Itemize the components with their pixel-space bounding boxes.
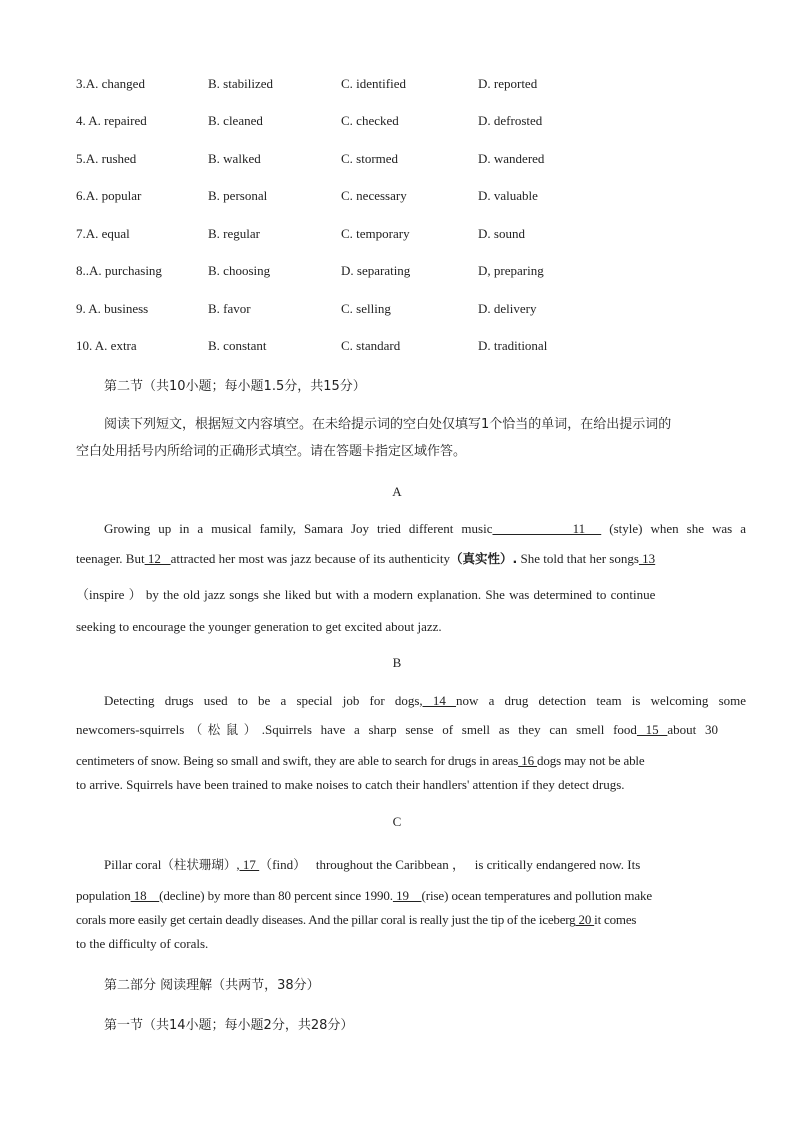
option-b: B. stabilized (208, 76, 273, 91)
option-c: D. separating (341, 263, 411, 278)
option-b: B. constant (208, 338, 267, 353)
option-row (76, 75, 726, 93)
option-c: C. selling (341, 301, 391, 316)
instructions (76, 411, 718, 465)
option-row (76, 225, 726, 243)
option-d: D. traditional (478, 338, 548, 353)
blank-15: 15 (636, 722, 668, 737)
option-c: C. identified (341, 76, 406, 91)
passage-line: Growing up in a musical family, Samara Joy tried different music 11 (style) when she was a (104, 521, 747, 536)
blank-19: 19 (392, 888, 422, 903)
option-d: D. valuable (478, 188, 538, 203)
option-a: 9. A. business (76, 301, 149, 316)
option-d: D. defrosted (478, 113, 543, 128)
passage-line: to arrive. Squirrels have been trained to make noises to catch their handlers' attention if they detect drugs. (76, 777, 625, 792)
section-heading: 第一节（共14小题；每小题2分，共28分） (104, 1018, 354, 1033)
section-heading: 第二节（共10小题；每小题1.5分，共15分） (104, 379, 366, 394)
passage-line: seeking to encourage the younger generation to get excited about jazz. (76, 619, 442, 634)
option-c: C. stormed (341, 151, 399, 166)
option-a: 10. A. extra (76, 338, 137, 353)
option-a: 4. A. repaired (76, 113, 147, 128)
option-b: B. regular (208, 226, 260, 241)
passage-line: （inspire ） by the old jazz songs she liked but with a modern explanation. She was determined to continue (76, 587, 656, 602)
blank-11: 11 (492, 521, 602, 536)
option-row (76, 150, 726, 168)
option-b: B. cleaned (208, 113, 263, 128)
option-a: 7.A. equal (76, 226, 130, 241)
option-a: 3.A. changed (76, 76, 145, 91)
passage-title: C (392, 814, 402, 829)
blank-13: 13 (638, 551, 656, 566)
passage-line: centimeters of snow. Being so small and swift, they are able to search for drugs in areas 16 dogs may not be able (76, 753, 645, 768)
option-d: D. sound (478, 226, 525, 241)
part-heading: 第二部分 阅读理解（共两节，38分） (104, 978, 320, 993)
option-c: C. standard (341, 338, 401, 353)
passage-line: Pillar coral（柱状珊瑚）, 17 （find） throughout the Caribbean ， is critically endangered now. Its (104, 857, 641, 872)
option-c: C. necessary (341, 188, 407, 203)
option-a: 5.A. rushed (76, 151, 137, 166)
passage-title: B (392, 655, 402, 670)
passage-line: corals more easily get certain deadly diseases. And the pillar coral is really just the tip of the iceberg 20 it comes (76, 912, 637, 927)
passage-line: Detecting drugs used to be a special job for dogs, 14 now a drug detection team is welcoming some (104, 693, 747, 708)
option-row (76, 187, 726, 205)
option-b: B. choosing (208, 263, 271, 278)
blank-14: , 14 (419, 693, 457, 708)
blank-20: 20 (575, 912, 595, 927)
instructions-line: 阅读下列短文，根据短文内容填空。在未给提示词的空白处仅填写1个恰当的单词，在给出提示词的 (104, 417, 672, 432)
option-row (76, 337, 726, 355)
passage-line: newcomers-squirrels（松鼠）.Squirrels have a sharp sense of smell as they can smell food 15 about 30 (76, 722, 719, 737)
option-a: 6.A. popular (76, 188, 142, 203)
passage-line: population 18 (decline) by more than 80 percent since 1990. 19 (rise) ocean temperatures and pollution make (76, 888, 653, 903)
blank-12: 12 (144, 551, 171, 566)
option-d: D. delivery (478, 301, 537, 316)
blank-17: , 17 (236, 857, 260, 872)
option-b: B. personal (208, 188, 268, 203)
option-row (76, 112, 726, 130)
option-d: D. reported (478, 76, 538, 91)
passage-line: to the difficulty of corals. (76, 936, 209, 951)
blank-16: 16 (518, 753, 538, 768)
option-d: D. wandered (478, 151, 545, 166)
option-row (76, 300, 726, 318)
option-d: D, preparing (478, 263, 544, 278)
option-b: B. walked (208, 151, 261, 166)
blank-18: 18 (130, 888, 160, 903)
option-b: B. favor (208, 301, 251, 316)
option-c: C. temporary (341, 226, 410, 241)
option-a: 8..A. purchasing (76, 263, 162, 278)
passage-title: A (392, 484, 402, 499)
instructions-line: 空白处用括号内所给词的正确形式填空。请在答题卡指定区域作答。 (76, 444, 467, 459)
option-row (76, 262, 726, 280)
passage-line: teenager. But 12 attracted her most was jazz because of its authenticity（真实性）. She told that her songs 13 (76, 551, 656, 566)
option-c: C. checked (341, 113, 399, 128)
